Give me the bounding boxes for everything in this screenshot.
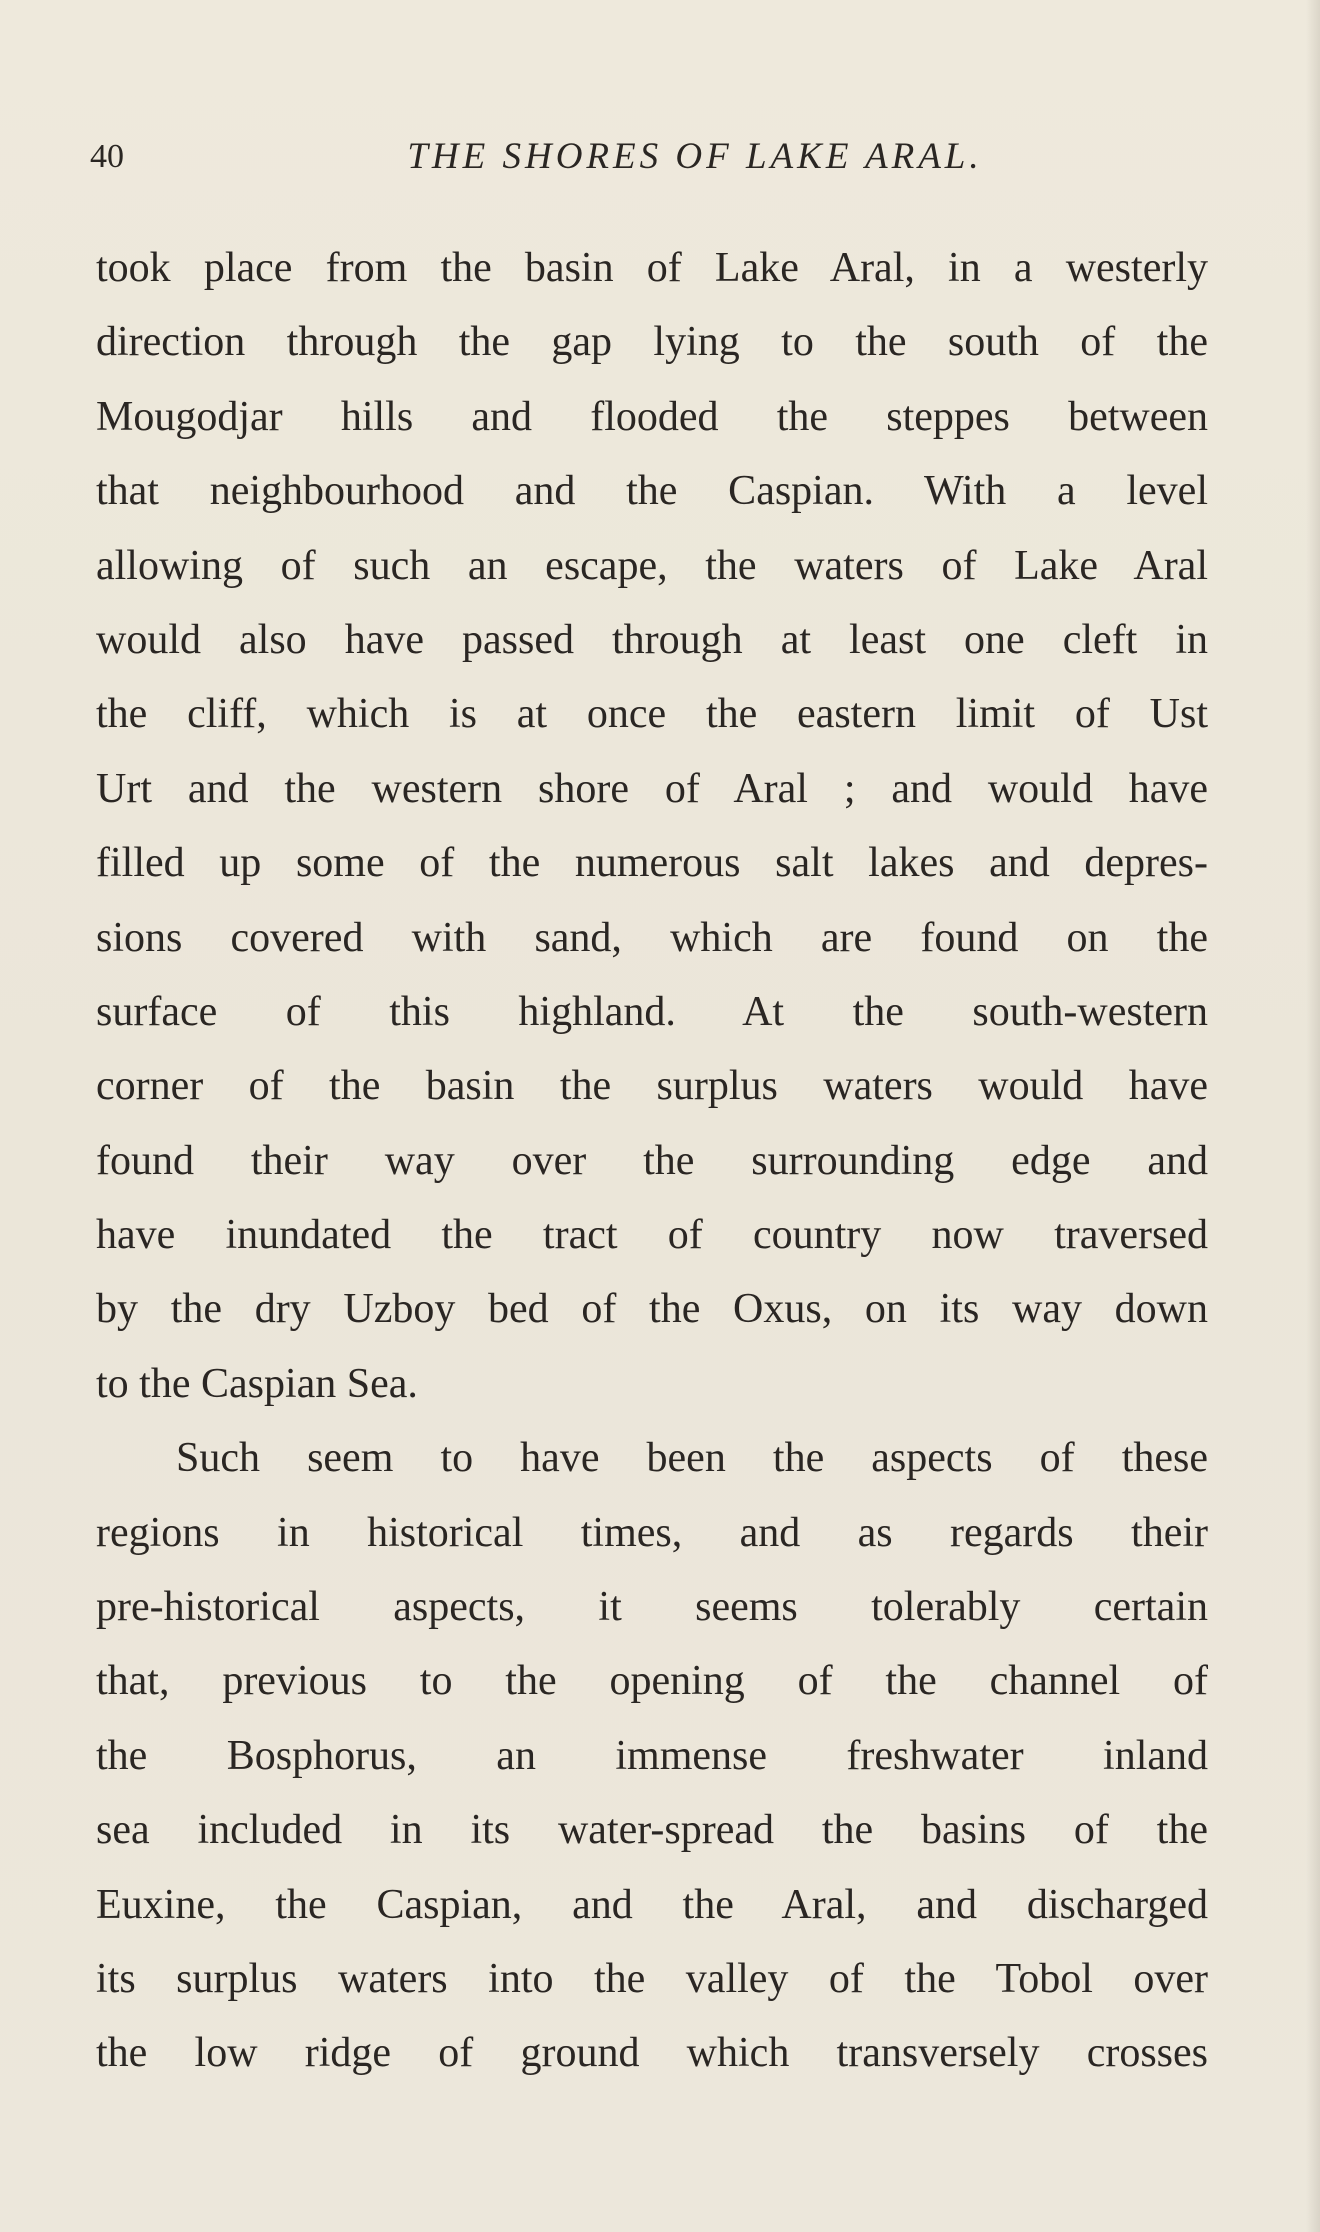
paragraph-end-line: to the Caspian Sea. [96,1360,418,1407]
page-number: 40 [90,138,124,175]
text-line: the Bosphorus, an immense freshwater inland [96,1732,1208,1779]
text-line: have inundated the tract of country now traversed [96,1212,1208,1259]
text-line: regions in historical times, and as regards their [96,1509,1208,1556]
text-line: sions covered with sand, which are found on the [96,914,1208,961]
text-line: direction through the gap lying to the south of the [96,319,1208,366]
page-header [90,132,1212,182]
page-edge-shadow [1306,0,1320,2232]
text-line: sea included in its water-spread the basins of the [96,1807,1208,1854]
text-line: pre-historical aspects, it seems tolerably certain [96,1584,1208,1631]
text-line: its surplus waters into the valley of the Tobol over [96,1955,1208,2002]
text-line: that neighbourhood and the Caspian. With a level [96,468,1208,515]
text-line: the cliff, which is at once the eastern limit of Ust [96,691,1208,738]
body-text [96,231,1208,2091]
text-line: corner of the basin the surplus waters would have [96,1063,1208,1110]
text-line: that, previous to the opening of the channel of [96,1658,1208,1705]
text-line: would also have passed through at least one cleft in [96,616,1208,663]
text-line: took place from the basin of Lake Aral, in a westerly [96,245,1208,291]
paragraph-start-line: Such seem to have been the aspects of these [176,1435,1208,1482]
text-line: found their way over the surrounding edge and [96,1137,1208,1184]
text-line: filled up some of the numerous salt lakes and depres- [96,840,1208,887]
text-line: allowing of such an escape, the waters of Lake Aral [96,542,1208,589]
text-line: Euxine, the Caspian, and the Aral, and discharged [96,1881,1208,1928]
text-line: the low ridge of ground which transversely crosses [96,2030,1208,2077]
text-line: Urt and the western shore of Aral ; and would have [96,765,1208,812]
text-line: by the dry Uzboy bed of the Oxus, on its way down [96,1286,1208,1333]
running-title: THE SHORES OF LAKE ARAL. [407,136,983,177]
text-line: Mougodjar hills and flooded the steppes between [96,393,1208,440]
text-line: surface of this highland. At the south-western [96,988,1208,1035]
